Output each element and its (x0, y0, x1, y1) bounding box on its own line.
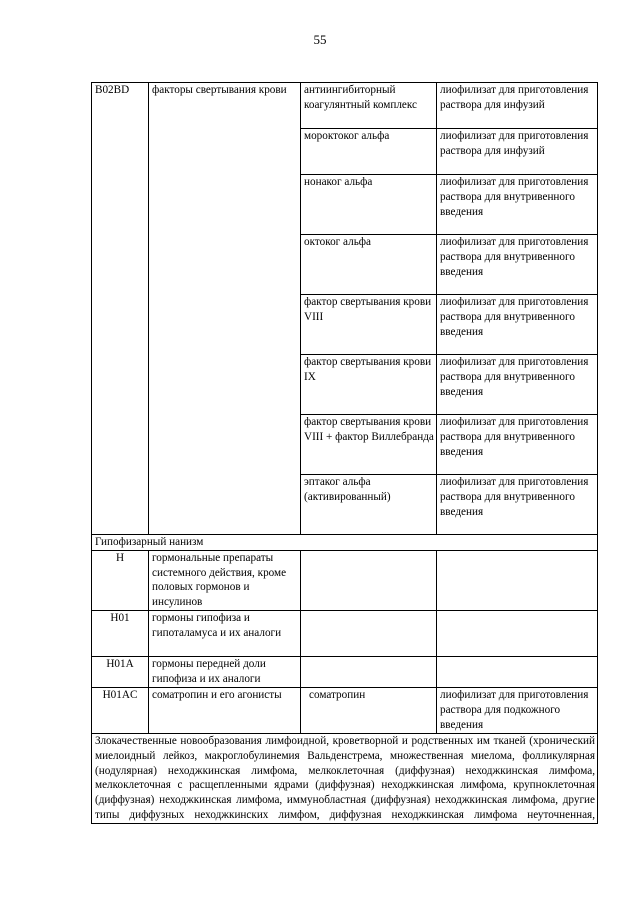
drug-table (91, 82, 598, 824)
drug-name (301, 550, 437, 610)
table-row (92, 550, 598, 610)
section-row (92, 535, 598, 551)
atc-code: H (92, 550, 149, 610)
dosage-form: лиофилизат для приготовления раствора для инфузий (437, 83, 598, 129)
dosage-form: лиофилизат для приготовления раствора для подкожного введения (437, 687, 598, 733)
drug-name: фактор свертывания крови VIII (301, 295, 437, 355)
page-number: 55 (313, 32, 327, 47)
section-heading: Гипофизарный нанизм (92, 535, 598, 551)
drug-name (301, 656, 437, 687)
dosage-form: лиофилизат для приготовления раствора для внутривенного введения (437, 415, 598, 475)
atc-group: гормоны гипофиза и гипоталамуса и их аналоги (149, 610, 301, 656)
drug-name: нонаког альфа (301, 175, 437, 235)
drug-name: антиингибиторный коагулянтный комплекс (301, 83, 437, 129)
table-row (92, 656, 598, 687)
atc-group: гормоны передней доли гипофиза и их аналоги (149, 656, 301, 687)
dosage-form: лиофилизат для приготовления раствора для внутривенного введения (437, 295, 598, 355)
section-paragraph: Злокачественные новообразования лимфоидной, кроветворной и родственных им тканей (хронический миелоидный лейкоз, макроглобулинемия Вальденстрема, множественная миелома, фолликулярная (нодулярная) неходжкинская лимфома, мелкоклеточная (диффузная) неходжкинская лимфома, мелкоклеточная с расщепленными ядрами (диффузная) неходжкинская лимфома, крупноклеточная (диффузная) неходжкинская лимфома, иммунобластная (диффузная) неходжкинская лимфома, другие типы диффузных неходжкинских лимфом, диффузная неходжкинская лимфома неуточненная, (92, 733, 598, 823)
drug-name: фактор свертывания крови VIII + фактор Виллебранда (301, 415, 437, 475)
drug-name (301, 610, 437, 656)
dosage-form: лиофилизат для приготовления раствора для внутривенного введения (437, 175, 598, 235)
dosage-form (437, 550, 598, 610)
dosage-form: лиофилизат для приготовления раствора для внутривенного введения (437, 235, 598, 295)
dosage-form: лиофилизат для приготовления раствора для инфузий (437, 129, 598, 175)
atc-group: гормональные препараты системного действия, кроме половых гормонов и инсулинов (149, 550, 301, 610)
atc-code: H01 (92, 610, 149, 656)
drug-name: эптаког альфа (активированный) (301, 475, 437, 535)
dosage-form: лиофилизат для приготовления раствора для внутривенного введения (437, 355, 598, 415)
dosage-form: лиофилизат для приготовления раствора для внутривенного введения (437, 475, 598, 535)
drug-name: мороктоког альфа (301, 129, 437, 175)
atc-code: B02BD (92, 83, 149, 535)
drug-name: фактор свертывания крови IX (301, 355, 437, 415)
dosage-form (437, 610, 598, 656)
drug-name: соматропин (301, 687, 437, 733)
table-row (92, 610, 598, 656)
table-row (92, 687, 598, 733)
atc-code: H01AC (92, 687, 149, 733)
dosage-form (437, 656, 598, 687)
atc-group: соматропин и его агонисты (149, 687, 301, 733)
atc-code: H01A (92, 656, 149, 687)
table-row (92, 83, 598, 129)
section-row (92, 733, 598, 823)
drug-name: октоког альфа (301, 235, 437, 295)
atc-group: факторы свертывания крови (149, 83, 301, 535)
